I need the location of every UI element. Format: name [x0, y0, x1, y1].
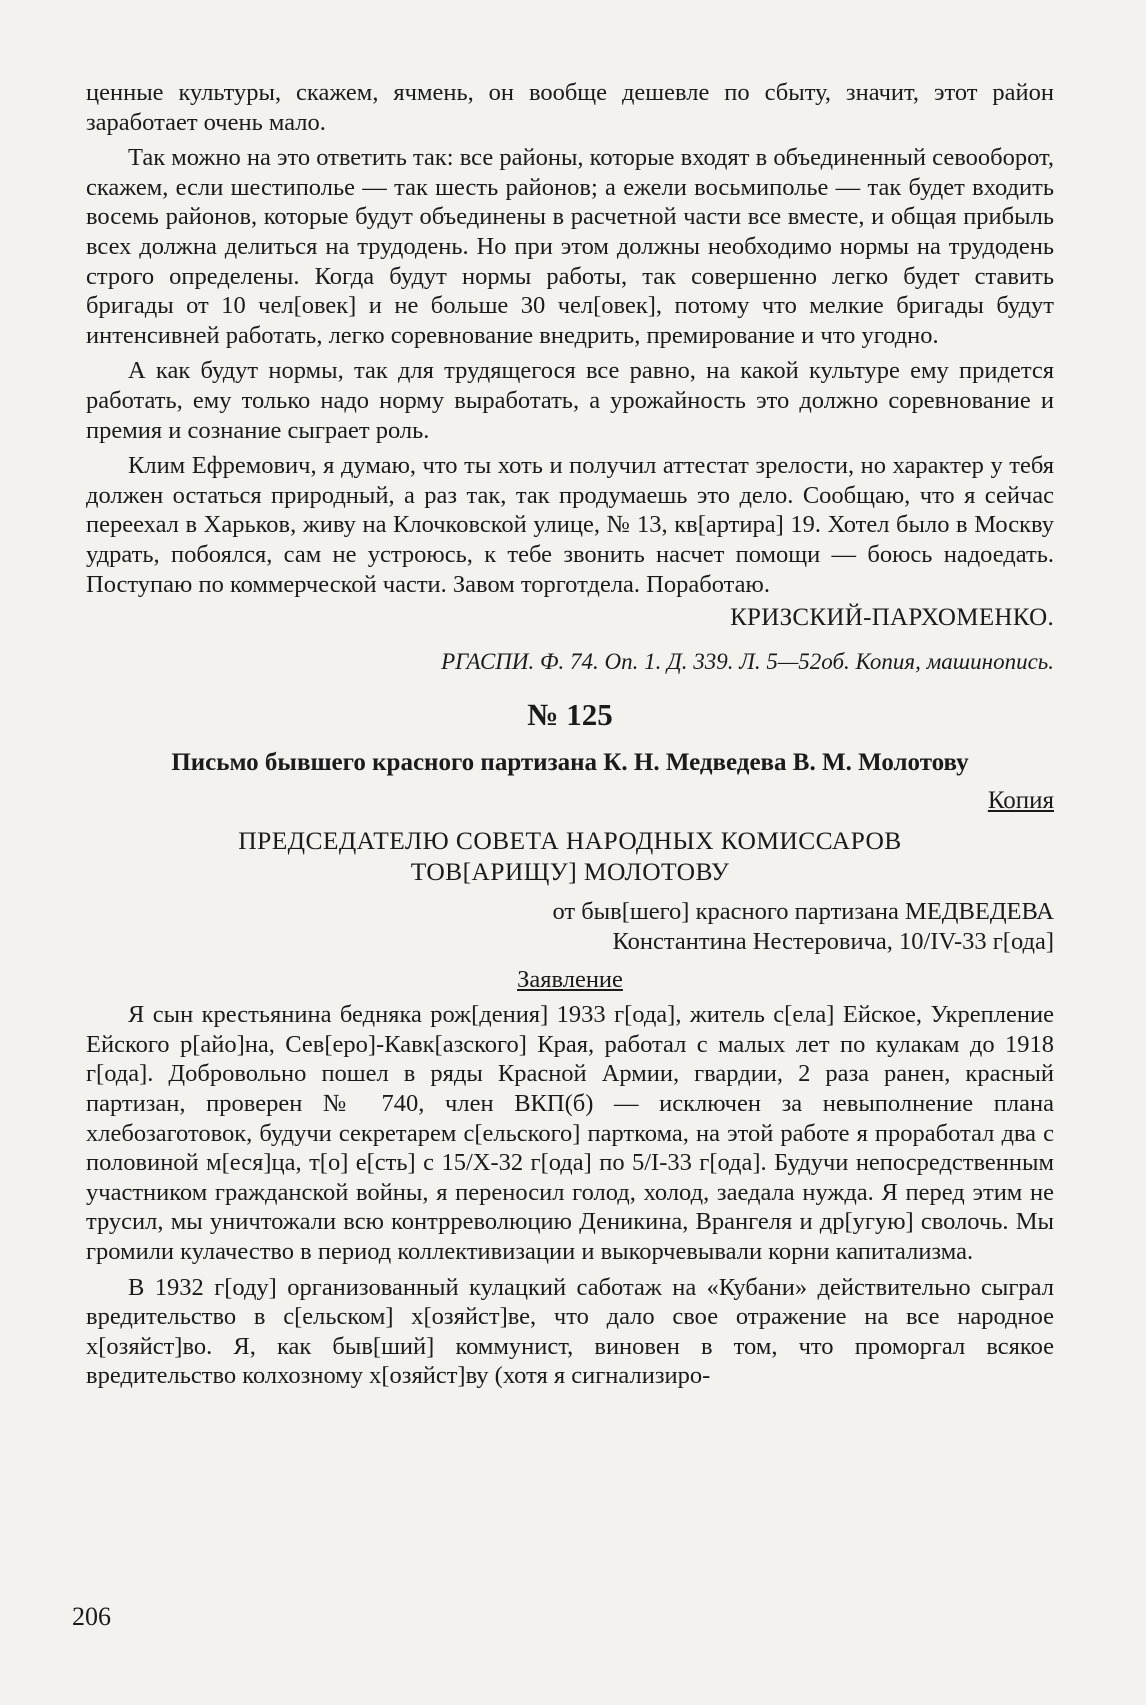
addressee-line: ПРЕДСЕДАТЕЛЮ СОВЕТА НАРОДНЫХ КОМИССАРОВ — [238, 826, 902, 856]
page-content — [86, 78, 1054, 1391]
page-number: 206 — [72, 1602, 111, 1631]
signature: КРИЗСКИЙ-ПАРХОМЕНКО. — [730, 604, 1054, 632]
sender-line: Константина Нестеровича, 10/IV-33 г[ода] — [612, 928, 1054, 956]
paragraph: Клим Ефремович, я думаю, что ты хоть и получил аттестат зрелости, но характер у тебя должен остаться природный, а раз так, так продумаешь это дело. Сообщаю, что я сейчас переехал в Харьков, живу на Клочковской улице, № 13, кв[артира] 19. Хотел было в Москву удрать, побоялся, сам не устроюсь, к тебе звонить насчет помощи — боюсь надоедать. Поступаю по коммерческой части. Завом торготдела. Поработаю. — [86, 452, 1054, 598]
copy-label: Копия — [987, 786, 1054, 814]
sender — [86, 897, 1054, 956]
archive-source: РГАСПИ. Ф. 74. Оп. 1. Д. 339. Л. 5—52об. Копия, машинопись. — [441, 648, 1054, 674]
paragraph: В 1932 г[оду] организованный кулацкий саботаж на «Кубани» действительно сыграл вредительство в с[ельском] х[озяйст]ве, что дало свое отражение на все народное х[озяйст]во. Я, как быв[ший] коммунист, виновен в том, что проморгал всякое вредительство колхозному х[озяйст]ву (хотя я сигнализиро- — [86, 1273, 1054, 1390]
paragraph: Так можно на это ответить так: все районы, которые входят в объединенный севооборот, скажем, если шестиполье — так шесть районов; а ежели восьмиполье — так будет входить восемь районов, которые будут объединены в расчетной части все вместе, и общая прибыль всех должна делиться на трудодень. Но при этом должны необходимо нормы на трудодень строго определены. Когда будут нормы работы, так совершенно легко будет ставить бригады от 10 чел[овек] и не больше 30 чел[овек], потому что мелкие бригады будут интенсивней работать, легко соревнование внедрить, премирование и что угодно. — [86, 144, 1054, 349]
sender-line: от быв[шего] красного партизана МЕДВЕДЕВА — [552, 898, 1054, 926]
paragraph: А как будут нормы, так для трудящегося все равно, на какой культуре ему придется работать, ему только надо норму выработать, а урожайность это должно соревнование и премия и сознание сыграет роль. — [86, 357, 1054, 444]
document-title: Письмо бывшего красного партизана К. Н. Медведева В. М. Молотову — [171, 749, 969, 777]
paragraph: Я сын крестьянина бедняка рож[дения] 1933 г[ода], житель с[ела] Ейское, Укрепление Ейского р[айо]на, Сев[еро]-Кавк[азского] Края, работал с малых лет по кулакам до 1918 г[ода]. Добровольно пошел в ряды Красной Армии, гвардии, 2 раза ранен, красный партизан, проверен № 740, член ВКП(б) — исключен за невыполнение плана хлебозаготовок, будучи секретарем с[ельского] парткома, на этой работе я проработал два с половиной м[еся]ца, т[о] е[сть] с 15/X-32 г[ода] по 5/I-33 г[ода]. Будучи непосредственным участником гражданской войны, я переносил голод, холод, заедала нужда. Я перед этим не трусил, мы уничтожали всю контрреволюцию Деникина, Врангеля и др[угую] сволочь. Мы громили кулачество в период коллективизации и выкорчевывали корни капитализма. — [86, 1001, 1054, 1265]
document-number: № 125 — [527, 697, 613, 733]
application-heading: Заявление — [517, 965, 623, 993]
addressee-line: ТОВ[АРИЩУ] МОЛОТОВУ — [410, 857, 730, 887]
addressee — [86, 825, 1054, 887]
paragraph: ценные культуры, скажем, ячмень, он вообще дешевле по сбыту, значит, этот район заработает очень мало. — [86, 79, 1054, 136]
